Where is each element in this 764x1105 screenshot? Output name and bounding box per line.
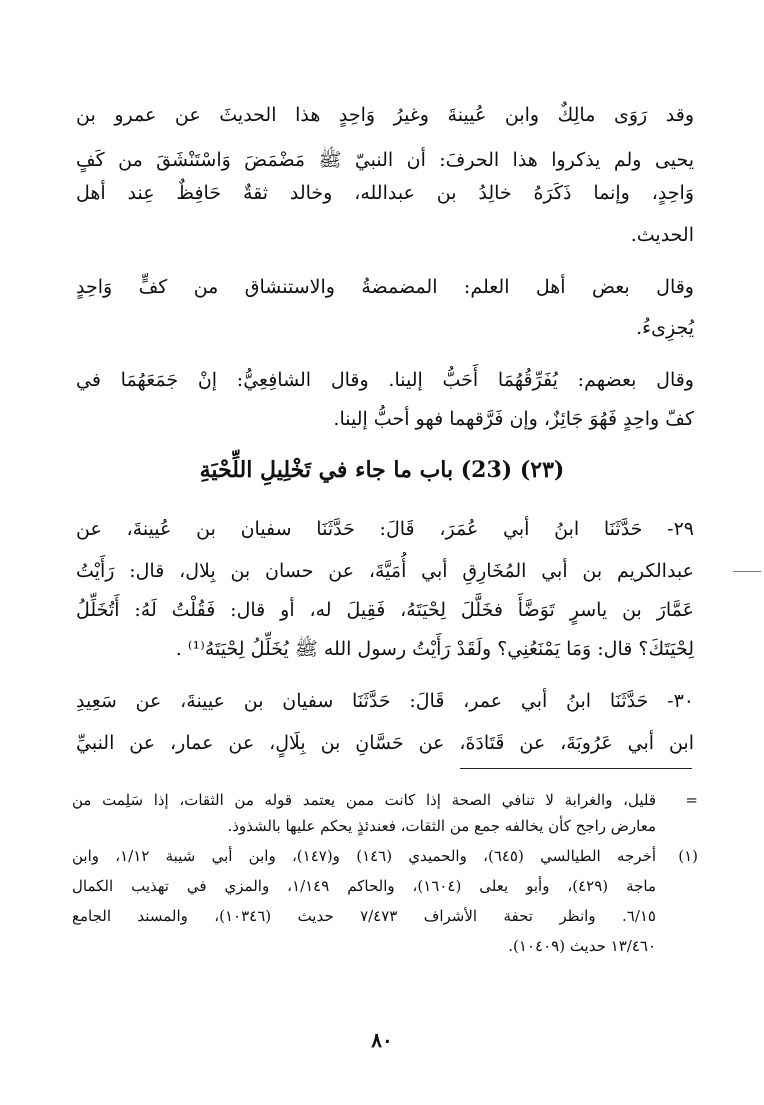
footnote-line: ١٣/٤٦٠ حديث (١٠٤٠٩). <box>508 937 656 955</box>
text-line: لِحْيَتَكَ؟ قال: وَمَا يَمْنَعُنِي؟ ولَقَدْ رَأَيْتُ رسول الله ﷺ يُخَلِّلُ لِحْيَتَهُ⁽¹⁾ . <box>175 638 694 660</box>
text-line: ابن أبي عَرُوبَةَ، عن قَتَادَةَ، عن حَسَّانِ بن بِلَالٍ، عن عمار، عن النبيِّ <box>76 732 694 754</box>
text-line: ٢٩- حَدَّثَنَا ابنُ أبي عُمَرَ، قَالَ: حَدَّثَنَا سفيان بن عُيينةَ، عن <box>76 518 694 540</box>
text-line: وَاحِدٍ، وإنما ذَكَرَهُ خالِدُ بن عبدالله، وخالد ثقةٌ حَافِظٌ عِند أهل <box>76 182 694 204</box>
footnote-line: ٦/١٥. وانظر تحفة الأشراف ٧/٤٧٣ حديث (١٠٣٤٦)، والمسند الجامع <box>72 907 656 925</box>
footnote-marker: (١) <box>678 847 698 865</box>
text-line: وقال بعضهم: يُفَرِّقُهُمَا أَحَبُّ إلينا. وقال الشافِعِيُّ: إنْ جَمَعَهُمَا في <box>76 369 694 391</box>
text-line: عَمَّارَ بن ياسرٍ تَوَضَّأَ فخَلَّلَ لِحْيَتَهُ، فَقِيلَ له، أو قال: فَقُلْتُ لَهُ: أَتُخَلِّلُ <box>76 599 694 621</box>
text-line: وقد رَوَى مالِكٌ وابن عُيينةَ وغيرُ وَاحِدٍ هذا الحديثَ عن عمرو بن <box>76 104 694 126</box>
footnote-line: معارض راجح كأن يخالفه جمع من الثقات، فعندئذٍ يحكم عليها بالشذوذ. <box>227 817 656 835</box>
text-line: كفّ واحِدٍ فَهُوَ جَائِزٌ، وإن فَرَّقهما فهو أحبُّ إلينا. <box>333 408 694 430</box>
text-line: ٣٠- حَدَّثَنَا ابنُ أبي عمر، قَالَ: حَدَّثَنَا سفيان بن عيينةَ، عن سَعِيدِ <box>76 690 694 712</box>
margin-mark <box>733 571 761 572</box>
text-line: الحديث. <box>630 224 694 246</box>
footnote-line: أخرجه الطيالسي (٦٤٥)، والحميدي (١٤٦) و(١٤٧)، وابن أبي شيبة ١/١٢، وابن <box>72 847 657 865</box>
footnote-line: قليل، والغرابة لا تنافي الصحة إذا كانت ممن يعتمد قوله من الثقات، إذا سَلِمت من <box>72 791 656 809</box>
chapter-heading: (٢٣) (23) باب ما جاء في تَخْلِيلِ اللِّحْيَةِ <box>199 457 565 483</box>
text-line: عبدالكريم بن أبي المُخَارِقِ أبي أُمَيَّةَ، عن حسان بن بِلال، قال: رَأَيْتُ <box>76 560 694 582</box>
footnote-line: ماجة (٤٢٩)، وأبو يعلى (١٦٠٤)، والحاكم ١/١٤٩، والمزي في تهذيب الكمال <box>72 877 656 895</box>
text-line: وقال بعض أهل العلم: المضمضةُ والاستنشاق من كفٍّ وَاحِدٍ <box>76 276 694 298</box>
page-number: ٨٠ <box>371 1028 393 1052</box>
text-line: يُجزِىءُ. <box>636 317 694 339</box>
footnote-divider <box>460 768 692 769</box>
text-line: يحيى ولم يذكروا هذا الحرفَ: أن النبيّ ﷺ مَضْمَضَ وَاسْتَنْشَقَ من كَفٍ <box>76 149 694 171</box>
footnote-continuation-marker: = <box>685 791 698 809</box>
